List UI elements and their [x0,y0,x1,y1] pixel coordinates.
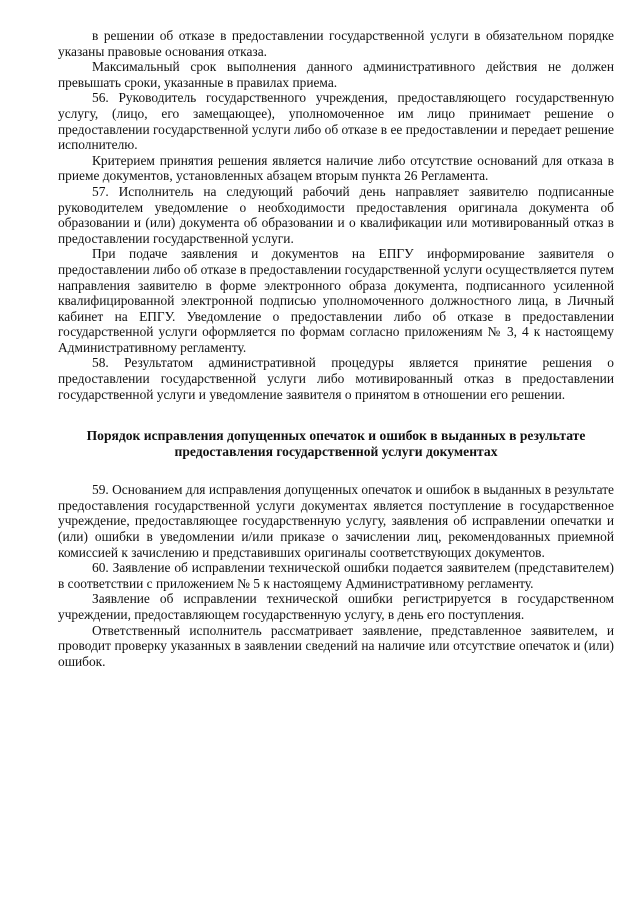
paragraph-responsible-executor: Ответственный исполнитель рассматривает заявление, представленное заявителем, и проводит проверку указанных в заявлении сведений на наличие или отсутствие опечаток и (или) ошибок. [58,622,614,669]
heading-spacer [58,460,614,482]
paragraph-refusal-grounds: в решении об отказе в предоставлении государственной услуги в обязательном порядке указаны правовые основания отказа. [58,28,614,59]
paragraph-57: 57. Исполнитель на следующий рабочий день направляет заявителю подписанные руководителем уведомление о необходимости предоставления оригинала документа об образовании и (или) документа об образовании и о квалификации или мотивированный отказ в предоставлении государственной услуги. [58,183,614,246]
section-heading [58,428,614,460]
paragraph-59: 59. Основанием для исправления допущенных опечаток и ошибок в выданных в результате предоставления государственной услуги документах является поступление в государственное учреждение, предоставляющее государственную услугу, заявления об исправлении опечатки и (или) ошибки в уведомлении и/или приказе о зачислении лиц, рекомендованных приемной комиссией к зачислению и представивших оригиналы соответствующих документов. [58,482,614,560]
paragraph-max-term: Максимальный срок выполнения данного административного действия не должен превышать сроки, указанные в правилах приема. [58,59,614,90]
paragraph-registration: Заявление об исправлении технической ошибки регистрируется в государственном учреждении, предоставляющем государственную услугу, в день его поступления. [58,591,614,622]
paragraph-decision-criterion: Критерием принятия решения является наличие либо отсутствие оснований для отказа в приеме документов, установленных абзацем вторым пункта 26 Регламента. [58,152,614,184]
section-heading-line-1: Порядок исправления допущенных опечаток и ошибок в выданных в результате [86,428,586,444]
paragraph-60: 60. Заявление об исправлении технической ошибки подается заявителем (представителем) в соответствии с приложением № 5 к настоящему Административному регламенту. [58,560,614,591]
document-page [58,28,614,669]
section-heading-line-2: предоставления государственной услуги документах [174,444,498,460]
paragraph-56: 56. Руководитель государственного учреждения, предоставляющего государственную услугу, (лицо, его замещающее), уполномоченное им лицо принимает решение о предоставлении государственной услуги либо об отказе в ее предоставлении и передает решение исполнителю. [58,90,614,153]
paragraph-58: 58. Результатом административной процедуры является принятие решения о предоставлении государственной услуги либо мотивированный отказ в предоставлении государственной услуги и уведомление заявителя о принятом в отношении его решении. [58,355,614,402]
paragraph-epgu-notification: При подаче заявления и документов на ЕПГУ информирование заявителя о предоставлении либо об отказе в предоставлении государственной услуги осуществляется путем направления заявителю в форме электронного образа документа, подписанного усиленной квалифицированной электронной подписью уполномоченного должностного лица, в Личный кабинет на ЕПГУ. Уведомление о предоставлении либо об отказе в предоставлении государственной услуги оформляется по формам согласно приложениям № 3, 4 к настоящему Административному регламенту. [58,246,614,355]
